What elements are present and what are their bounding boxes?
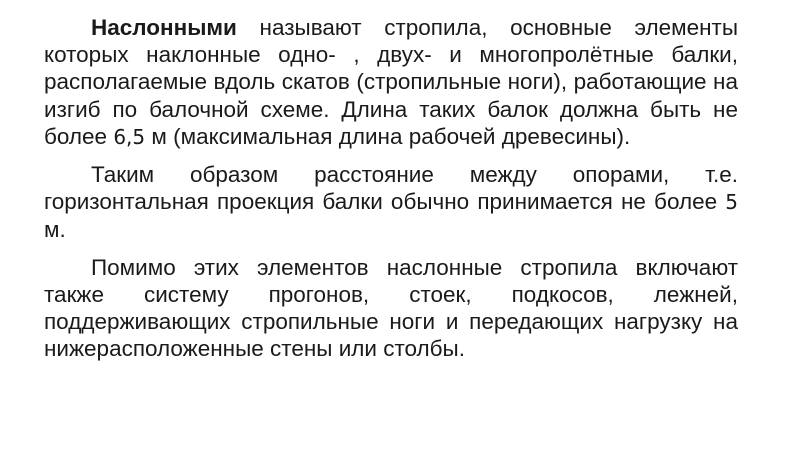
text-block — [44, 14, 738, 362]
length-value: 6,5 — [113, 124, 146, 149]
paragraph-text: Таким образом расстояние между опорами, т.е. горизонтальная проекция балки обычно принимается не более — [44, 162, 738, 215]
paragraph-text: м (максимальная длина рабочей древесины). — [145, 123, 631, 149]
paragraph-definition — [44, 14, 738, 151]
paragraph-text: м. — [44, 217, 66, 243]
paragraph-text: называют стропила, основные элементы которых наклонные одно- , двух- и многопролётные балки, располагаемые вдоль скатов (стропильные ноги), работающие на изгиб по балочной схеме. Длина таких балок должна быть не более — [44, 15, 738, 149]
paragraph-text: Помимо этих элементов наслонные стропила включают также систему прогонов, стоек, подкосов, лежней, поддерживающих стропильные ноги и передающих нагрузку на нижерасположенные стены или столбы. — [44, 254, 738, 362]
paragraph-elements — [44, 254, 738, 363]
span-value: 5 — [725, 190, 738, 215]
term-bold: Наслонными — [91, 15, 237, 40]
paragraph-span — [44, 161, 738, 244]
